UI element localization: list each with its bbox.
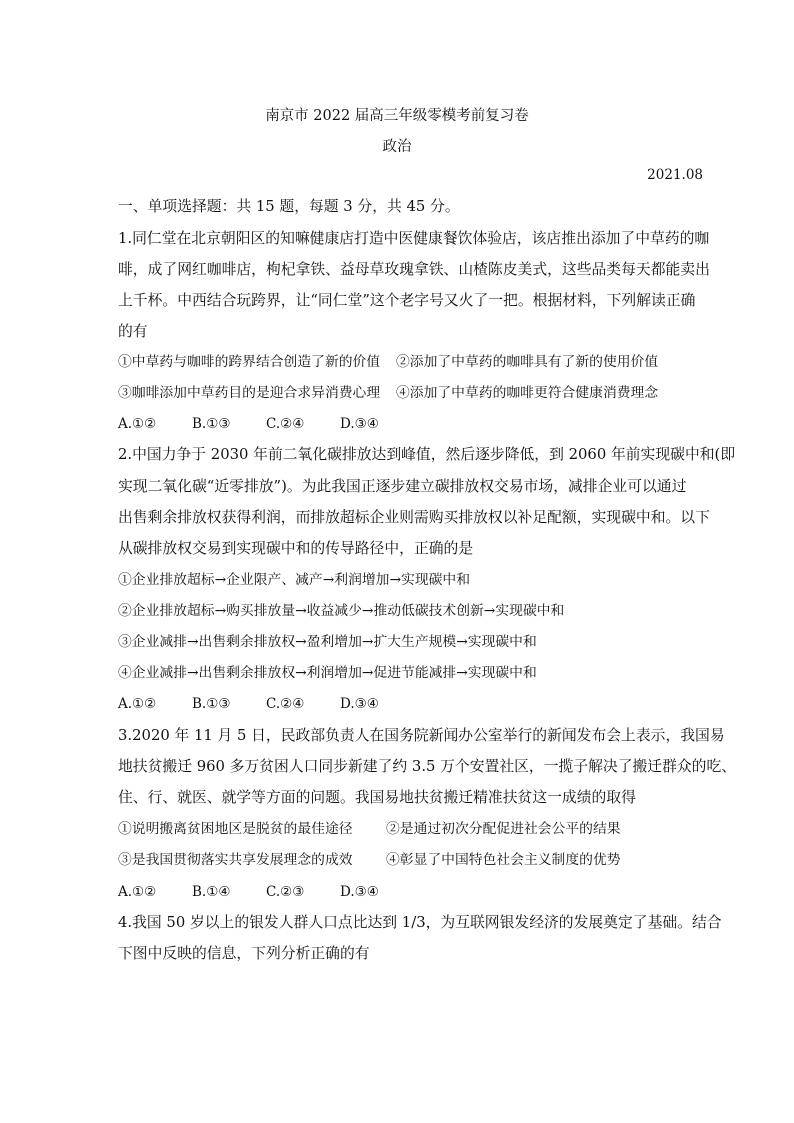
exam-title: 南京市 2022 届高三年级零模考前复习卷: [265, 108, 529, 124]
section-heading: 一、单项选择题：共 15 题，每题 3 分，共 45 分。: [118, 198, 460, 215]
q1-choice-c: C.②④: [266, 416, 305, 432]
subject-title: 政治: [382, 139, 412, 155]
q3-option-1: ①说明搬离贫困地区是脱贫的最佳途径: [118, 821, 353, 837]
q3-line-3: 住、行、就医、就学等方面的问题。我国易地扶贫搬迁精准扶贫这一成绩的取得: [118, 789, 636, 806]
q3-choice-d: D.③④: [340, 884, 379, 900]
q3-option-3: ③是我国贯彻落实共享发展理念的成效: [118, 852, 353, 868]
q3-option-4: ④彰显了中国特色社会主义制度的优势: [386, 852, 621, 868]
q1-option-1: ①中草药与咖啡的跨界结合创造了新的价值: [118, 354, 381, 370]
q1-answer-choices: [118, 415, 414, 433]
q2-line-1: 2.中国力争于 2030 年前二氧化碳排放达到峰值，然后逐步降低，到 2060 年前实现碳中和(即: [118, 446, 736, 463]
q1-line-4: 的有: [118, 323, 148, 340]
q3-choice-c: C.②③: [266, 884, 305, 900]
q3-answer-choices: [118, 883, 414, 901]
q1-line-1: 1.同仁堂在北京朝阳区的知嘛健康店打造中医健康餐饮体验店，该店推出添加了中草药的咖: [118, 230, 710, 247]
q2-choice-d: D.③④: [340, 696, 379, 712]
q2-answer-choices: [118, 695, 414, 713]
q1-choice-a: A.①②: [118, 416, 157, 432]
q2-option-3: ③企业减排→出售剩余排放权→盈利增加→扩大生产规模→实现碳中和: [118, 634, 537, 650]
q1-line-3: 上千杯。中西结合玩跨界，让“同仁堂”这个老字号又火了一把。根据材料，下列解读正确: [118, 292, 696, 309]
q3-option-2: ②是通过初次分配促进社会公平的结果: [386, 821, 621, 837]
q3-choice-b: B.①④: [192, 884, 231, 900]
q1-option-2: ②添加了中草药的咖啡具有了新的使用价值: [396, 354, 659, 370]
q1-option-4: ④添加了中草药的咖啡更符合健康消费理念: [396, 385, 659, 401]
q2-line-4: 从碳排放权交易到实现碳中和的传导路径中，正确的是: [118, 540, 474, 557]
q3-line-1: 3.2020 年 11 月 5 日，民政部负责人在国务院新闻办公室举行的新闻发布会上表示，我国易: [118, 727, 725, 744]
q2-line-2: 实现二氧化碳“近零排放”)。为此我国正逐步建立碳排放权交易市场，减排企业可以通过: [118, 478, 687, 495]
q2-choice-a: A.①②: [118, 696, 157, 712]
q4-line-1: 4.我国 50 岁以上的银发人群人口点比达到 1/3，为互联网银发经济的发展奠定了基础。结合: [118, 914, 722, 931]
q2-choice-b: B.①③: [192, 696, 231, 712]
q2-option-4: ④企业减排→出售剩余排放权→利润增加→促进节能减排→实现碳中和: [118, 665, 537, 681]
q3-line-2: 地扶贫搬迁 960 多万贫困人口同步新建了约 3.5 万个安置社区，一揽子解决了搬迁群众的吃、: [118, 758, 737, 775]
q1-choice-d: D.③④: [340, 416, 379, 432]
q1-option-3: ③咖啡添加中草药目的是迎合求异消费心理: [118, 385, 381, 401]
q2-line-3: 出售剩余排放权获得利润，而排放超标企业则需购买排放权以补足配额，实现碳中和。以下: [118, 509, 710, 526]
q2-option-2: ②企业排放超标→购买排放量→收益减少→推动低碳技术创新→实现碳中和: [118, 603, 565, 619]
exam-date: 2021.08: [647, 167, 703, 183]
q4-line-2: 下图中反映的信息，下列分析正确的有: [118, 945, 370, 962]
q2-choice-c: C.②④: [266, 696, 305, 712]
q3-choice-a: A.①②: [118, 884, 157, 900]
q2-option-1: ①企业排放超标→企业限产、减产→利润增加→实现碳中和: [118, 572, 471, 588]
q1-line-2: 啡，成了网红咖啡店，枸杞拿铁、益母草玫瑰拿铁、山楂陈皮美式，这些品类每天都能卖出: [118, 261, 710, 278]
q1-choice-b: B.①③: [192, 416, 231, 432]
